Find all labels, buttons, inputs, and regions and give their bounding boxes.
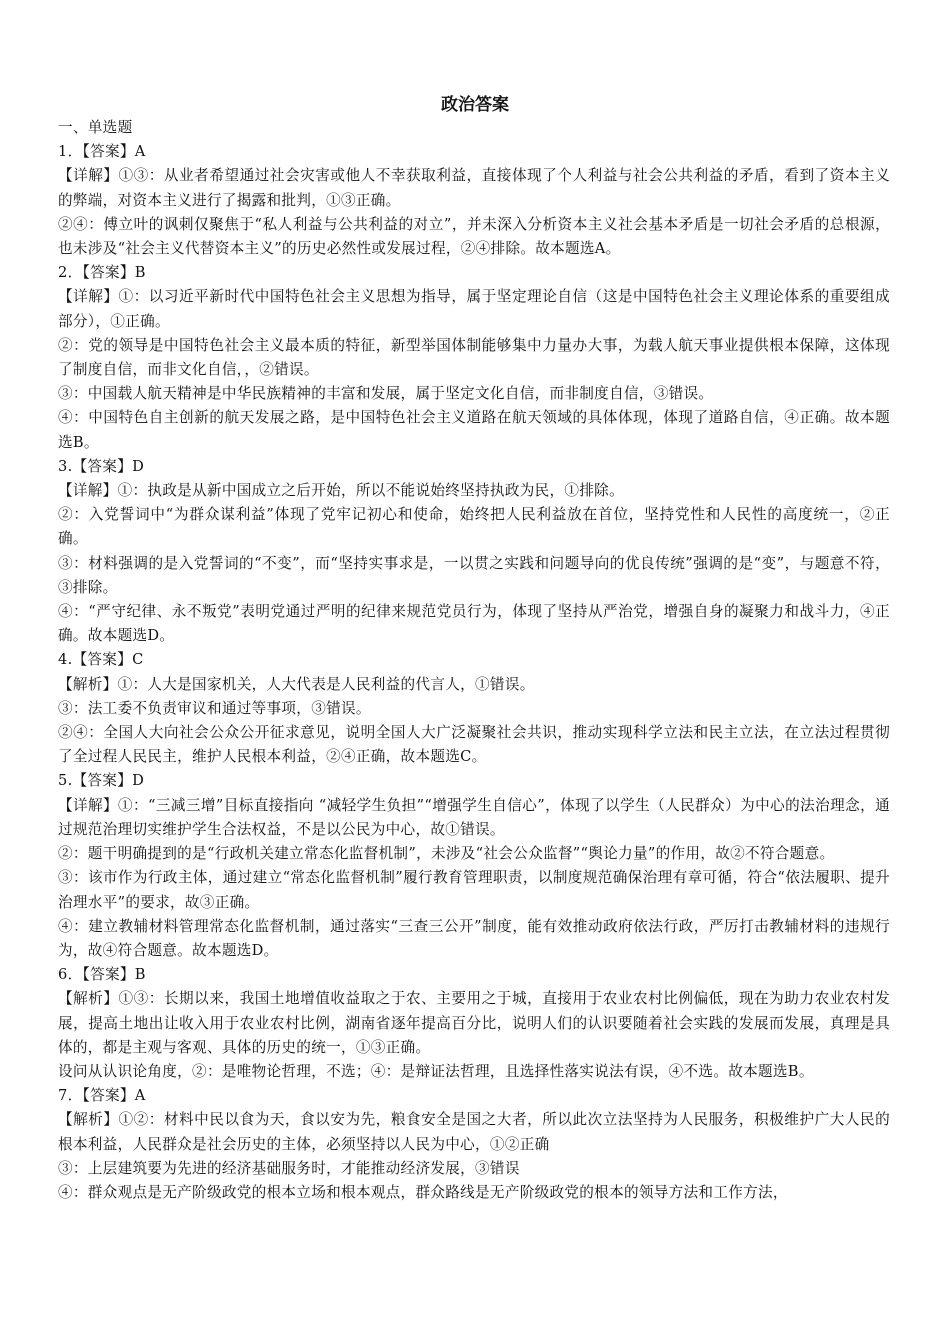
text-line: ③：该市作为行政主体，通过建立“常态化监督机制”履行教育管理职责，以制度规范确保治理有章可循，符合“依法履职、提升治理水平”的要求，故③正确。 <box>58 869 890 911</box>
text-line: ②：题干明确提到的是“行政机关建立常态化监督机制”，未涉及“社会公众监督”“舆论力量”的作用，故②不符合题意。 <box>58 845 835 863</box>
text-line: ②：党的领导是中国特色社会主义最本质的特征，新型举国体制能够集中力量办大事，为载人航天事业提供根本保障，这体现了制度自信，而非文化自信，，②错误。 <box>58 336 890 379</box>
text-line: ②：入党誓词中“为群众谋利益”体现了党牢记初心和使命，始终把人民利益放在首位，坚持党性和人民性的高度统一，②正确。 <box>58 506 890 548</box>
text-line: 【详解】①③：从业者希望通过社会灾害或他人不幸获取利益，直接体现了个人利益与社会公共利益的矛盾，看到了资本主义的弊端，对资本主义进行了揭露和批判，①③正确。 <box>58 167 890 209</box>
text-line: 7．【答案】A <box>58 1087 146 1105</box>
text-line: ④：群众观点是无产阶级政党的根本立场和根本观点，群众路线是无产阶级政党的根本的领导方法和工作方法， <box>58 1183 788 1201</box>
page-title: 政治答案 <box>441 95 509 115</box>
text-line: 2．【答案】B <box>58 264 146 282</box>
text-line: ③：材料强调的是入党誓词的“不变”，而“坚持实事求是，一以贯之实践和问题导向的优良传统”强调的是“变”，与题意不符，③排除。 <box>58 554 890 596</box>
text-line: 【详解】①：执政是从新中国成立之后开始，所以不能说始终坚持执政为民，①排除。 <box>58 482 624 500</box>
text-line: ④：“严守纪律、永不叛党”表明党通过严明的纪律来规范党员行为，体现了坚持从严治党，增强自身的凝聚力和战斗力，④正确。故本题选D。 <box>58 603 890 645</box>
answer-content <box>58 116 890 1205</box>
text-line: ③：法工委不负责审议和通过等事项，③错误。 <box>58 699 371 717</box>
text-line: ③：上层建筑要为先进的经济基础服务时，才能推动经济发展，③错误 <box>58 1159 520 1177</box>
text-line: 【解析】①②：材料中民以食为天，食以安为先，粮食安全是国之大者，所以此次立法坚持为人民服务，积极维护广大人民的根本利益，人民群众是社会历史的主体，必须坚持以人民为中心，①②正确 <box>58 1111 890 1153</box>
text-line: 4.【答案】C <box>58 651 144 669</box>
text-line: ③：中国载人航天精神是中华民族精神的丰富和发展，属于坚定文化自信，而非制度自信，③错误。 <box>58 385 714 403</box>
text-line: 【解析】①：人大是国家机关，人大代表是人民利益的代言人，①错误。 <box>58 675 535 693</box>
text-line: 【详解】①：以习近平新时代中国特色社会主义思想为指导，属于坚定理论自信（这是中国特色社会主义理论体系的重要组成部分），①正确。 <box>58 288 890 330</box>
text-line: ④：建立教辅材料管理常态化监督机制，通过落实“三查三公开”制度，能有效推动政府依法行政，严厉打击教辅材料的违规行为，故④符合题意。故本题选D。 <box>58 917 890 959</box>
text-line: ②④：傅立叶的讽刺仅聚焦于“私人利益与公共利益的对立”，并未深入分析资本主义社会基本矛盾是一切社会矛盾的总根源，也未涉及“社会主义代替资本主义”的历史必然性或发展过程，②④排除。故本题选A。 <box>58 215 890 258</box>
text-line: 6．【答案】B <box>58 966 146 984</box>
text-line: 【详解】①：“三减三增”目标直接指向 “减轻学生负担”“增强学生自信心”，体现了以学生（人民群众）为中心的法治理念，通过规范治理切实维护学生合法权益，不是以公民为中心，故①错误。 <box>58 796 890 838</box>
text-line: ④：中国特色自主创新的航天发展之路，是中国特色社会主义道路在航天领域的具体体现，体现了道路自信，④正确。故本题选B。 <box>58 409 890 451</box>
section-heading: 一、单选题 <box>58 119 133 136</box>
text-line: 设问从认识论角度，②：是唯物论哲理，不选；④：是辩证法哲理，且选择性落实说法有误，④不选。故本题选B。 <box>58 1062 814 1080</box>
text-line: 1．【答案】A <box>58 143 146 161</box>
text-line: 5.【答案】D <box>58 772 145 790</box>
text-line: 3.【答案】D <box>58 457 145 475</box>
text-line: 【解析】①③：长期以来，我国土地增值收益取之于农、主要用之于城，直接用于农业农村比例偏低，现在为助力农业农村发展，提高土地出让收入用于农业农村比例，湖南省逐年提高百分比，说明人们的认识要随着社会实践的发展而发展，真理是具体的，都是主观与客观、具体的历史的统一，①③正确。 <box>58 990 890 1056</box>
text-line: ②④：全国人大向社会公众公开征求意见，说明全国人大广泛凝聚社会共识，推动实现科学立法和民主立法，在立法过程贯彻了全过程人民民主，维护人民根本利益，②④正确，故本题选C。 <box>58 724 890 766</box>
